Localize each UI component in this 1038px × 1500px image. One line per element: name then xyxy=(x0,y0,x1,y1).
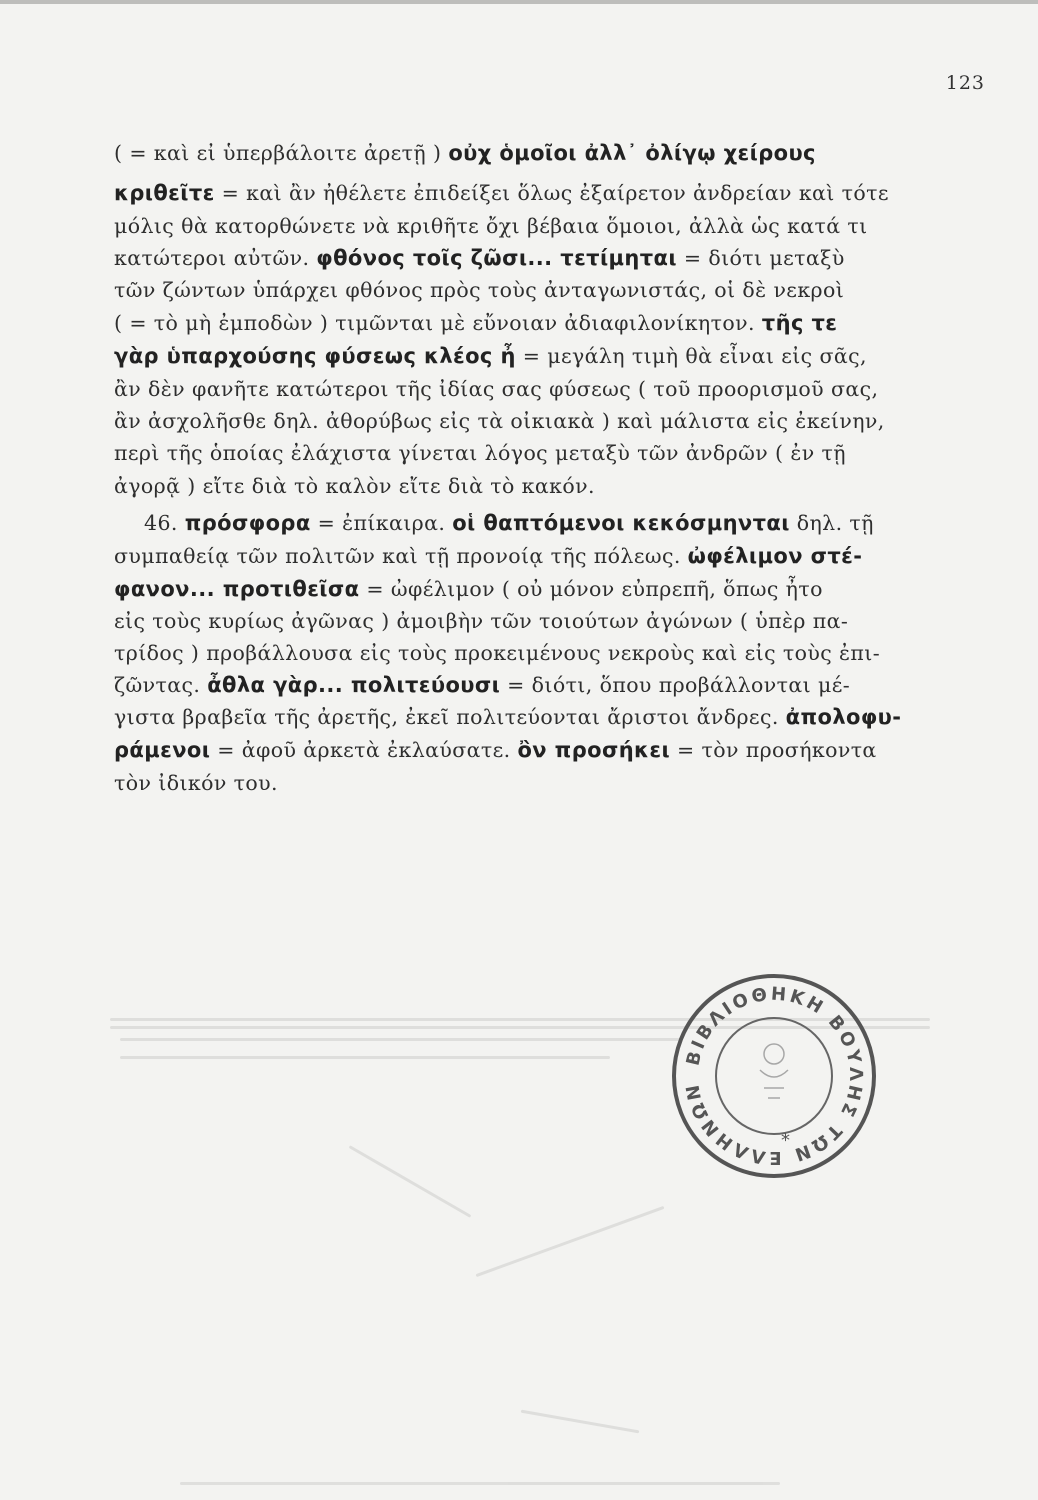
gloss-text: = ὠφέλιμον ( οὐ μόνον εὐπρεπῆ, ὅπως ἦτο xyxy=(359,577,823,601)
gloss-text: = καὶ ἂν ἠθέλετε ἐπιδείξει xyxy=(214,181,518,205)
bold-lemma: φθόνος τοῖς ζῶσι... τετίμηται xyxy=(316,246,677,270)
library-stamp xyxy=(668,970,880,1182)
bold-lemma: ἀπολοφυ- xyxy=(785,705,902,729)
text-line xyxy=(114,702,964,732)
stamp-text: ΒΙΒΛΙΟΘΗΚΗ ΒΟΥΛΗΣ ΤΩΝ ΕΛΛΗΝΩΝ xyxy=(681,983,867,1169)
gloss-text: τρίδος ) προβάλλουσα εἰς τοὺς προκειμένους νεκροὺς καὶ εἰς τοὺς ἐπι- xyxy=(114,641,881,665)
bold-lemma: πρόσφορα xyxy=(184,511,311,535)
text-line xyxy=(114,211,964,241)
text-line xyxy=(114,471,964,501)
gloss-text: συμπαθείᾳ τῶν πολιτῶν καὶ τῇ προνοίᾳ τῆς πόλεως. xyxy=(114,544,688,568)
gloss-text: = μεγάλη τιμὴ θὰ εἶναι εἰς σᾶς, xyxy=(515,344,867,368)
gloss-text: γιστα βραβεῖα τῆς ἀρετῆς, ἐκεῖ πολιτεύονται ἄριστοι ἄνδρες. xyxy=(114,705,786,729)
text-line xyxy=(114,768,964,798)
gloss-text: ( = καὶ εἰ ὑπερβάλοιτε ἀρετῇ ) xyxy=(114,141,449,165)
gloss-text: τὸν ἰδικόν του. xyxy=(114,771,278,795)
text-line xyxy=(114,638,964,668)
text-line xyxy=(114,438,964,468)
text-line xyxy=(114,406,964,436)
svg-text:ΒΙΒΛΙΟΘΗΚΗ ΒΟΥΛΗΣ ΤΩΝ ΕΛΛΗΝΩΝ xyxy=(682,984,866,1168)
gloss-text: ἂν δὲν φανῆτε κατώτεροι τῆς ἰδίας σας φύσεως ( τοῦ προορισμοῦ σας, xyxy=(114,377,879,401)
gloss-text: δηλ. τῇ xyxy=(789,511,874,535)
gloss-text: = τὸν προσήκοντα xyxy=(670,738,877,762)
text-line xyxy=(114,243,964,273)
page-number: 123 xyxy=(945,72,985,94)
bold-lemma: ἆθλα γὰρ... πολιτεύουσι xyxy=(207,673,501,697)
gloss-text: ἂν ἀσχολῆσθε δηλ. ἀθορύβως εἰς τὰ οἰκιακὰ ) καὶ μάλιστα εἰς ἐκείνην, xyxy=(114,409,885,433)
text-line xyxy=(114,574,964,604)
gloss-text: = διότι μεταξὺ xyxy=(676,246,845,270)
bold-lemma: ράμενοι xyxy=(114,738,211,762)
gloss-text: 46. xyxy=(144,511,185,535)
text-line xyxy=(114,138,964,168)
text-line xyxy=(114,275,964,305)
gloss-text: εἰς τοὺς κυρίως ἀγῶνας ) ἀμοιβὴν τῶν τοιούτων ἀγώνων ( ὑπὲρ πα- xyxy=(114,609,849,633)
gloss-text: ἀγορᾷ ) εἴτε διὰ τὸ καλὸν εἴτε διὰ τὸ κακόν. xyxy=(114,474,595,498)
gloss-text: ζῶντας. xyxy=(114,673,208,697)
bold-lemma: φανον... προτιθεῖσα xyxy=(114,577,360,601)
gloss-text: ( = τὸ μὴ ἐμποδὼν ) τιμῶνται μὲ εὔνοιαν ἀδιαφιλονίκητον. xyxy=(114,311,762,335)
text-line xyxy=(114,308,964,338)
stamp-star: * xyxy=(781,1130,790,1151)
text-line xyxy=(114,670,964,700)
bold-lemma: κριθεῖτε xyxy=(114,181,215,205)
gloss-text: = ἀφοῦ ἀρκετὰ ἐκλαύσατε. xyxy=(210,738,518,762)
bold-lemma: ὂν προσήκει xyxy=(517,738,671,762)
gloss-text: ὅλως ἐξαίρετον ἀνδρείαν καὶ τότε xyxy=(517,181,889,205)
text-line xyxy=(114,374,964,404)
text-line xyxy=(114,735,964,765)
bold-lemma: ὠφέλιμον στέ- xyxy=(687,544,863,568)
gloss-text: τῶν ζώντων ὑπάρχει φθόνος πρὸς τοὺς ἀνταγωνιστάς, οἱ δὲ νεκροὶ xyxy=(114,278,845,302)
gloss-text: κατώτεροι αὐτῶν. xyxy=(114,246,317,270)
text-line xyxy=(114,508,964,538)
bold-lemma: οὐχ ὁμοῖοι ἀλλ᾽ ὀλίγῳ χείρους xyxy=(448,141,816,165)
gloss-text: περὶ τῆς ὁποίας ἐλάχιστα γίνεται λόγος μεταξὺ τῶν ἀνδρῶν ( ἐν τῇ xyxy=(114,441,846,465)
text-line xyxy=(114,178,964,208)
text-line xyxy=(114,606,964,636)
text-line xyxy=(114,341,964,371)
bold-lemma: γὰρ ὑπαρχούσης φύσεως κλέος ἦ xyxy=(114,344,516,368)
stamp-emblem xyxy=(760,1044,788,1098)
gloss-text: = ἐπίκαιρα. xyxy=(310,511,453,535)
text-line xyxy=(114,541,964,571)
gloss-text: μόλις θὰ κατορθώνετε νὰ κριθῆτε ὄχι βέβαια ὅμοιοι, ἀλλὰ ὡς κατά τι xyxy=(114,214,868,238)
bold-lemma: τῆς τε xyxy=(761,311,838,335)
gloss-text: = διότι, ὅπου προβάλλονται μέ- xyxy=(500,673,851,697)
top-rule xyxy=(0,0,1038,4)
bold-lemma: οἱ θαπτόμενοι κεκόσμηνται xyxy=(452,511,790,535)
